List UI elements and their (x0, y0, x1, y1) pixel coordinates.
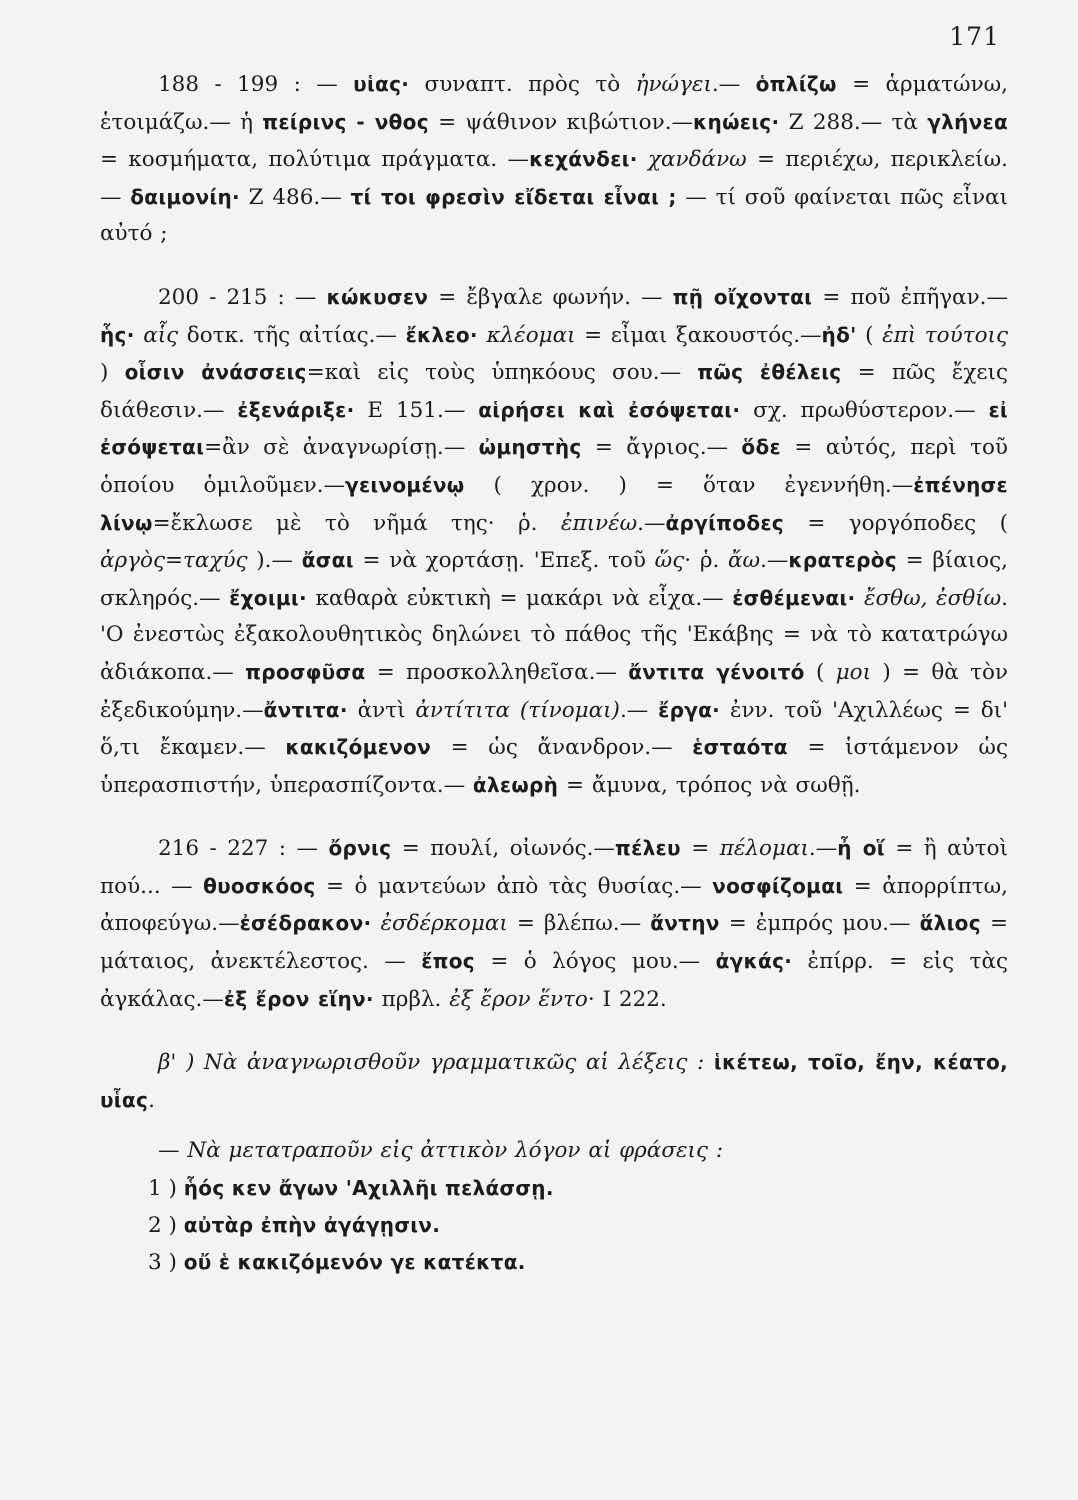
gloss-text: ) (100, 360, 125, 386)
headword: ἔπος (421, 949, 475, 974)
headword: ἑσταότα (692, 735, 788, 760)
gloss-text: .— (808, 836, 838, 862)
gloss-text: = ἢ αὐτοὶ πού... — (100, 836, 1009, 899)
gloss-text: = ὁ μαντεύων ἀπὸ τὰς θυσίας.— (315, 873, 713, 899)
headword: ἀγκάς· (715, 949, 793, 974)
paragraph-216-227 (100, 830, 1008, 1018)
headword: ἐπένησε λίνῳ (100, 472, 1008, 535)
gloss-text: = ἔβγαλε φωνήν. — (428, 284, 673, 310)
page-number: 171 (949, 22, 1000, 51)
gloss-text: = ὡς ἄνανδρον.— (431, 735, 693, 761)
headword: κηώεις· (693, 109, 780, 134)
gloss-text: .— (760, 548, 789, 574)
phrase-text: οὔ ἑ κακιζόμενόν γε κατέκτα. (183, 1250, 526, 1275)
italic-text: πέλομαι (719, 836, 809, 862)
headword: οἷσιν ἀνάσσεις (124, 360, 307, 385)
headword: ἄντιτα γένοιτό (628, 659, 805, 684)
phrase-item (100, 1170, 1008, 1207)
gloss-text: =ἔκλωσε μὲ τὸ νῆμά της· ῥ. (152, 510, 561, 536)
gloss-text: .— (619, 697, 659, 723)
phrase-number: 1 ) (148, 1176, 177, 1202)
gloss-text: δοτκ. τῆς αἰτίας.— (178, 322, 406, 348)
gloss-text: = ἐμπρός μου.— (719, 911, 920, 937)
paragraph-200-215 (100, 279, 1008, 804)
italic-text: ὥς (654, 548, 685, 574)
headword: ὠμηστὴς (478, 435, 582, 460)
headword: ἐσθέμεναι· (732, 585, 856, 610)
gloss-text: ( χρον. ) = ὅταν ἐγεννήθη.— (464, 472, 914, 498)
gloss-text: = πῶς ἔχεις διάθεσιν.— (100, 360, 1008, 423)
headword: ἀργίποδες (665, 510, 784, 535)
gloss-text: . (148, 1087, 155, 1113)
headword: ἠδ' (821, 322, 857, 347)
gloss-text: ( (804, 659, 836, 685)
gloss-text: .— (711, 72, 756, 97)
headword: ἄντιτα· (263, 697, 348, 722)
italic-text: κλέομαι (486, 322, 576, 348)
gloss-text: .— (637, 510, 666, 536)
italic-text: ἐπινέω (560, 510, 638, 536)
italic-text: ἐξ ἔρον ἕντο (449, 986, 588, 1012)
headword: πῇ οἴχονται (672, 284, 813, 309)
gloss-text: = ἀπορρίπτω, ἀποφεύγω.— (100, 873, 1008, 937)
gloss-text: ἐπίρρ. = εἰς τὰς ἀγκάλας.— (100, 949, 1009, 1012)
italic-text: — Νὰ μετατραποῦν εἰς ἀττικὸν λόγον αἱ φράσεις : (158, 1138, 724, 1164)
headword: ἦ οἵ (837, 836, 885, 861)
gloss-text: 200 - 215 : — (158, 284, 327, 310)
gloss-text (638, 147, 648, 172)
italic-text: χανδάνω (648, 147, 747, 173)
gloss-text: Ζ 288.— τὰ (779, 109, 928, 135)
gloss-text: = βίαιος, σκληρός.— (100, 548, 1009, 611)
gloss-text: = ἄγριος.— (581, 435, 742, 461)
headword: ἧς· (100, 322, 135, 347)
italic-text: ἄω (728, 548, 761, 574)
gloss-text: = ὁ λόγος μου.— (474, 949, 716, 975)
italic-text: β' ) Νὰ ἀναγνωρισθοῦν γραμματικῶς αἱ λέξεις : (158, 1050, 705, 1076)
gloss-text: ) = θὰ τὸν ἐξεδικούμην.— (100, 659, 1008, 723)
headword: ἐξενάριξε· (237, 397, 355, 422)
headword: ἐσέδρακον· (239, 911, 372, 936)
gloss-text: =ἂν σὲ ἀναγνωρίσῃ.— (204, 435, 479, 461)
headword: κακιζόμενον (285, 735, 432, 760)
commentary-text (100, 66, 1008, 1281)
headword: εἰ ἐσόψεται (100, 397, 1008, 460)
gloss-text: ἐνν. τοῦ 'Αχιλλέως = δι' ὅ,τι ἔκαμεν.— (100, 697, 1008, 761)
headword: προσφῦσα (245, 659, 366, 684)
headword: αἱρήσει καὶ ἐσόψεται· (478, 397, 741, 422)
italic-text: ἠνώγει (635, 72, 712, 97)
italic-text: ἐπὶ τούτοις (882, 322, 1009, 348)
gloss-text: σχ. πρωθύστερον.— (740, 397, 989, 423)
gloss-text: Ζ 486.— (239, 184, 351, 210)
headword: ὄρνις (328, 836, 392, 861)
gloss-text: · ῥ. (684, 548, 729, 574)
headword: κεχάνδει· (529, 147, 638, 172)
exercise-translation (100, 1133, 1008, 1170)
paragraph-188-199 (100, 66, 1008, 253)
headword: υἱας· (353, 72, 410, 96)
gloss-text: = ἄμυνα, τρόπος νὰ σωθῇ. (558, 772, 861, 798)
headword: γεινομένῳ (345, 472, 465, 497)
gloss-text: συναπτ. πρὸς τὸ (409, 72, 636, 97)
gloss-text: 216 - 227 : — (158, 836, 329, 862)
italic-text: ἔσθω, ἐσθίω (863, 585, 1002, 611)
gloss-text: = νὰ χορτάσῃ. 'Επεξ. τοῦ (353, 548, 655, 574)
gloss-text: = εἶμαι ξακουστός.— (575, 322, 822, 348)
gloss-text: = ποῦ ἐπῆγαν.— (812, 284, 1008, 310)
gloss-text: = αὐτός, περὶ τοῦ ὁποίου ὁμιλοῦμεν.— (100, 435, 1009, 498)
gloss-text: 188 - 199 : — (158, 72, 354, 97)
phrase-item (100, 1244, 1008, 1281)
headword: κρατερὸς (788, 548, 897, 573)
gloss-text: = (680, 836, 720, 862)
gloss-text: ἀντὶ (347, 697, 416, 723)
exercise-grammar (100, 1044, 1008, 1119)
headword: ἀλεωρὴ (472, 772, 559, 797)
headword: ἄσαι (301, 548, 354, 573)
gloss-text (135, 323, 144, 348)
headword: τί τοι φρεσὶν εἴδεται εἶναι ; (350, 184, 677, 209)
headword: ἔκλεο· (405, 322, 478, 347)
gloss-text: Ε 151.— (354, 397, 479, 423)
headword: ἐξ ἔρον εἵην· (223, 986, 374, 1011)
gloss-text: = περιέχω, περικλείω.— (100, 147, 1008, 210)
headword: γλήνεα (927, 109, 1009, 134)
gloss-text: =καὶ εἰς τοὺς ὑπηκόους σου.— (306, 360, 698, 386)
headword: ἱκέτεω, τοῖο, ἔην, κέατο, υἷας (100, 1050, 1008, 1112)
headword: νοσφίζομαι (712, 873, 844, 898)
italic-text: ἀντίτιτα (τίνομαι) (415, 697, 620, 723)
gloss-text: = ἱστάμενον ὡς ὑπερασπιστήν, ὑπερασπίζοντα.— (100, 735, 1008, 798)
italic-text: αἷς (143, 322, 179, 348)
gloss-text: = πουλί, οἰωνός.— (391, 836, 616, 862)
gloss-text: ( (856, 322, 883, 348)
headword: ἔργα· (658, 697, 721, 722)
headword: πείρινς - νθος (262, 109, 429, 134)
phrase-item (100, 1207, 1008, 1244)
gloss-text: = κοσμήματα, πολύτιμα πράγματα. — (100, 147, 530, 173)
gloss-text: = γοργόποδες ( (783, 510, 1008, 536)
headword: πέλευ (615, 836, 681, 861)
phrase-number: 3 ) (148, 1250, 177, 1276)
gloss-text: = ἁρματώνω, ἑτοιμάζω.— ἡ (100, 72, 1009, 135)
phrase-number: 2 ) (148, 1213, 177, 1239)
italic-text: μοι (835, 659, 872, 685)
gloss-text (855, 586, 864, 611)
gloss-text: πρβλ. (373, 986, 450, 1012)
gloss-text: . 'Ο ἐνεστὼς ἐξακολουθητικὸς δηλώνει τὸ πάθος τῆς 'Εκάβης = νὰ τὸ κατατρώγω ἀδιάκοπα.— (100, 585, 1009, 685)
italic-text: ἐσδέρκομαι (380, 911, 508, 937)
gloss-text: καθαρὰ εὐκτικὴ = μακάρι νὰ εἶχα.— (306, 585, 733, 611)
gloss-text: = προσκολληθεῖσα.— (365, 659, 629, 685)
headword: ὅδε (741, 435, 781, 460)
gloss-text: ).— (247, 548, 302, 574)
gloss-text: = ψάθινον κιβώτιον.— (428, 109, 694, 135)
gloss-text (704, 1050, 714, 1075)
headword: ἅλιος (919, 911, 981, 936)
headword: ἄντην (650, 911, 720, 936)
headword: δαιμονίη· (130, 184, 240, 209)
phrase-text: ἧός κεν ἄγων 'Αχιλλῆι πελάσσῃ. (183, 1176, 554, 1201)
phrase-text: αὐτὰρ ἐπὴν ἀγάγῃσιν. (183, 1213, 441, 1238)
italic-text: ἀργὸς=ταχύς (100, 548, 248, 574)
headword: κώκυσεν (326, 284, 429, 309)
headword: ἔχοιμι· (229, 585, 307, 610)
gloss-text: = μάταιος, ἀνεκτέλεστος. — (100, 911, 1008, 975)
headword: θυοσκόος (203, 873, 316, 898)
gloss-text: · Ι 222. (587, 986, 667, 1012)
headword: ὁπλίζω (755, 72, 837, 96)
gloss-text: = βλέπω.— (507, 911, 651, 937)
headword: πῶς ἐθέλεις (697, 360, 842, 385)
gloss-text: — τί σοῦ φαίνεται πῶς εἶναι αὐτό ; (100, 184, 1008, 247)
